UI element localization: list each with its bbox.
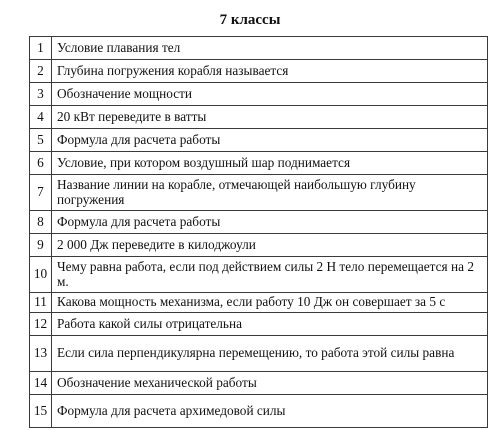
row-question: Глубина погружения корабля называется [52,60,488,83]
row-question: Условие плавания тел [52,37,488,60]
table-row [30,83,488,106]
row-number: 14 [30,372,52,395]
table-row [30,106,488,129]
row-number: 1 [30,37,52,60]
row-number: 7 [30,175,52,211]
row-question: Формула для расчета архимедовой силы [52,395,488,428]
questions-table [29,36,488,428]
row-question: Обозначение мощности [52,83,488,106]
table-row [30,129,488,152]
table-row [30,313,488,336]
row-question: Обозначение механической работы [52,372,488,395]
row-number: 15 [30,395,52,428]
page-title: 7 классы [219,12,281,28]
row-number: 4 [30,106,52,129]
row-number: 13 [30,336,52,372]
row-question: Чему равна работа, если под действием силы 2 Н тело перемещается на 2 м. [52,257,488,293]
table-row [30,336,488,372]
row-number: 8 [30,211,52,234]
row-number: 3 [30,83,52,106]
row-question: Какова мощность механизма, если работу 10 Дж он совершает за 5 с [52,293,488,313]
table-row [30,37,488,60]
row-question: 2 000 Дж переведите в килоджоули [52,234,488,257]
row-number: 6 [30,152,52,175]
row-question: Формула для расчета работы [52,129,488,152]
table-row [30,257,488,293]
row-question: Работа какой силы отрицательна [52,313,488,336]
table-row [30,211,488,234]
row-question: Условие, при котором воздушный шар поднимается [52,152,488,175]
row-number: 5 [30,129,52,152]
table-row [30,60,488,83]
table-row [30,372,488,395]
row-number: 12 [30,313,52,336]
table-row [30,175,488,211]
table-row [30,395,488,428]
row-question: Если сила перпендикулярна перемещению, то работа этой силы равна [52,336,488,372]
row-number: 9 [30,234,52,257]
row-number: 2 [30,60,52,83]
row-question: Формула для расчета работы [52,211,488,234]
row-question: Название линии на корабле, отмечающей наибольшую глубину погружения [52,175,488,211]
table-row [30,234,488,257]
row-question: 20 кВт переведите в ватты [52,106,488,129]
table-row [30,152,488,175]
row-number: 10 [30,257,52,293]
row-number: 11 [30,293,52,313]
table-row [30,293,488,313]
